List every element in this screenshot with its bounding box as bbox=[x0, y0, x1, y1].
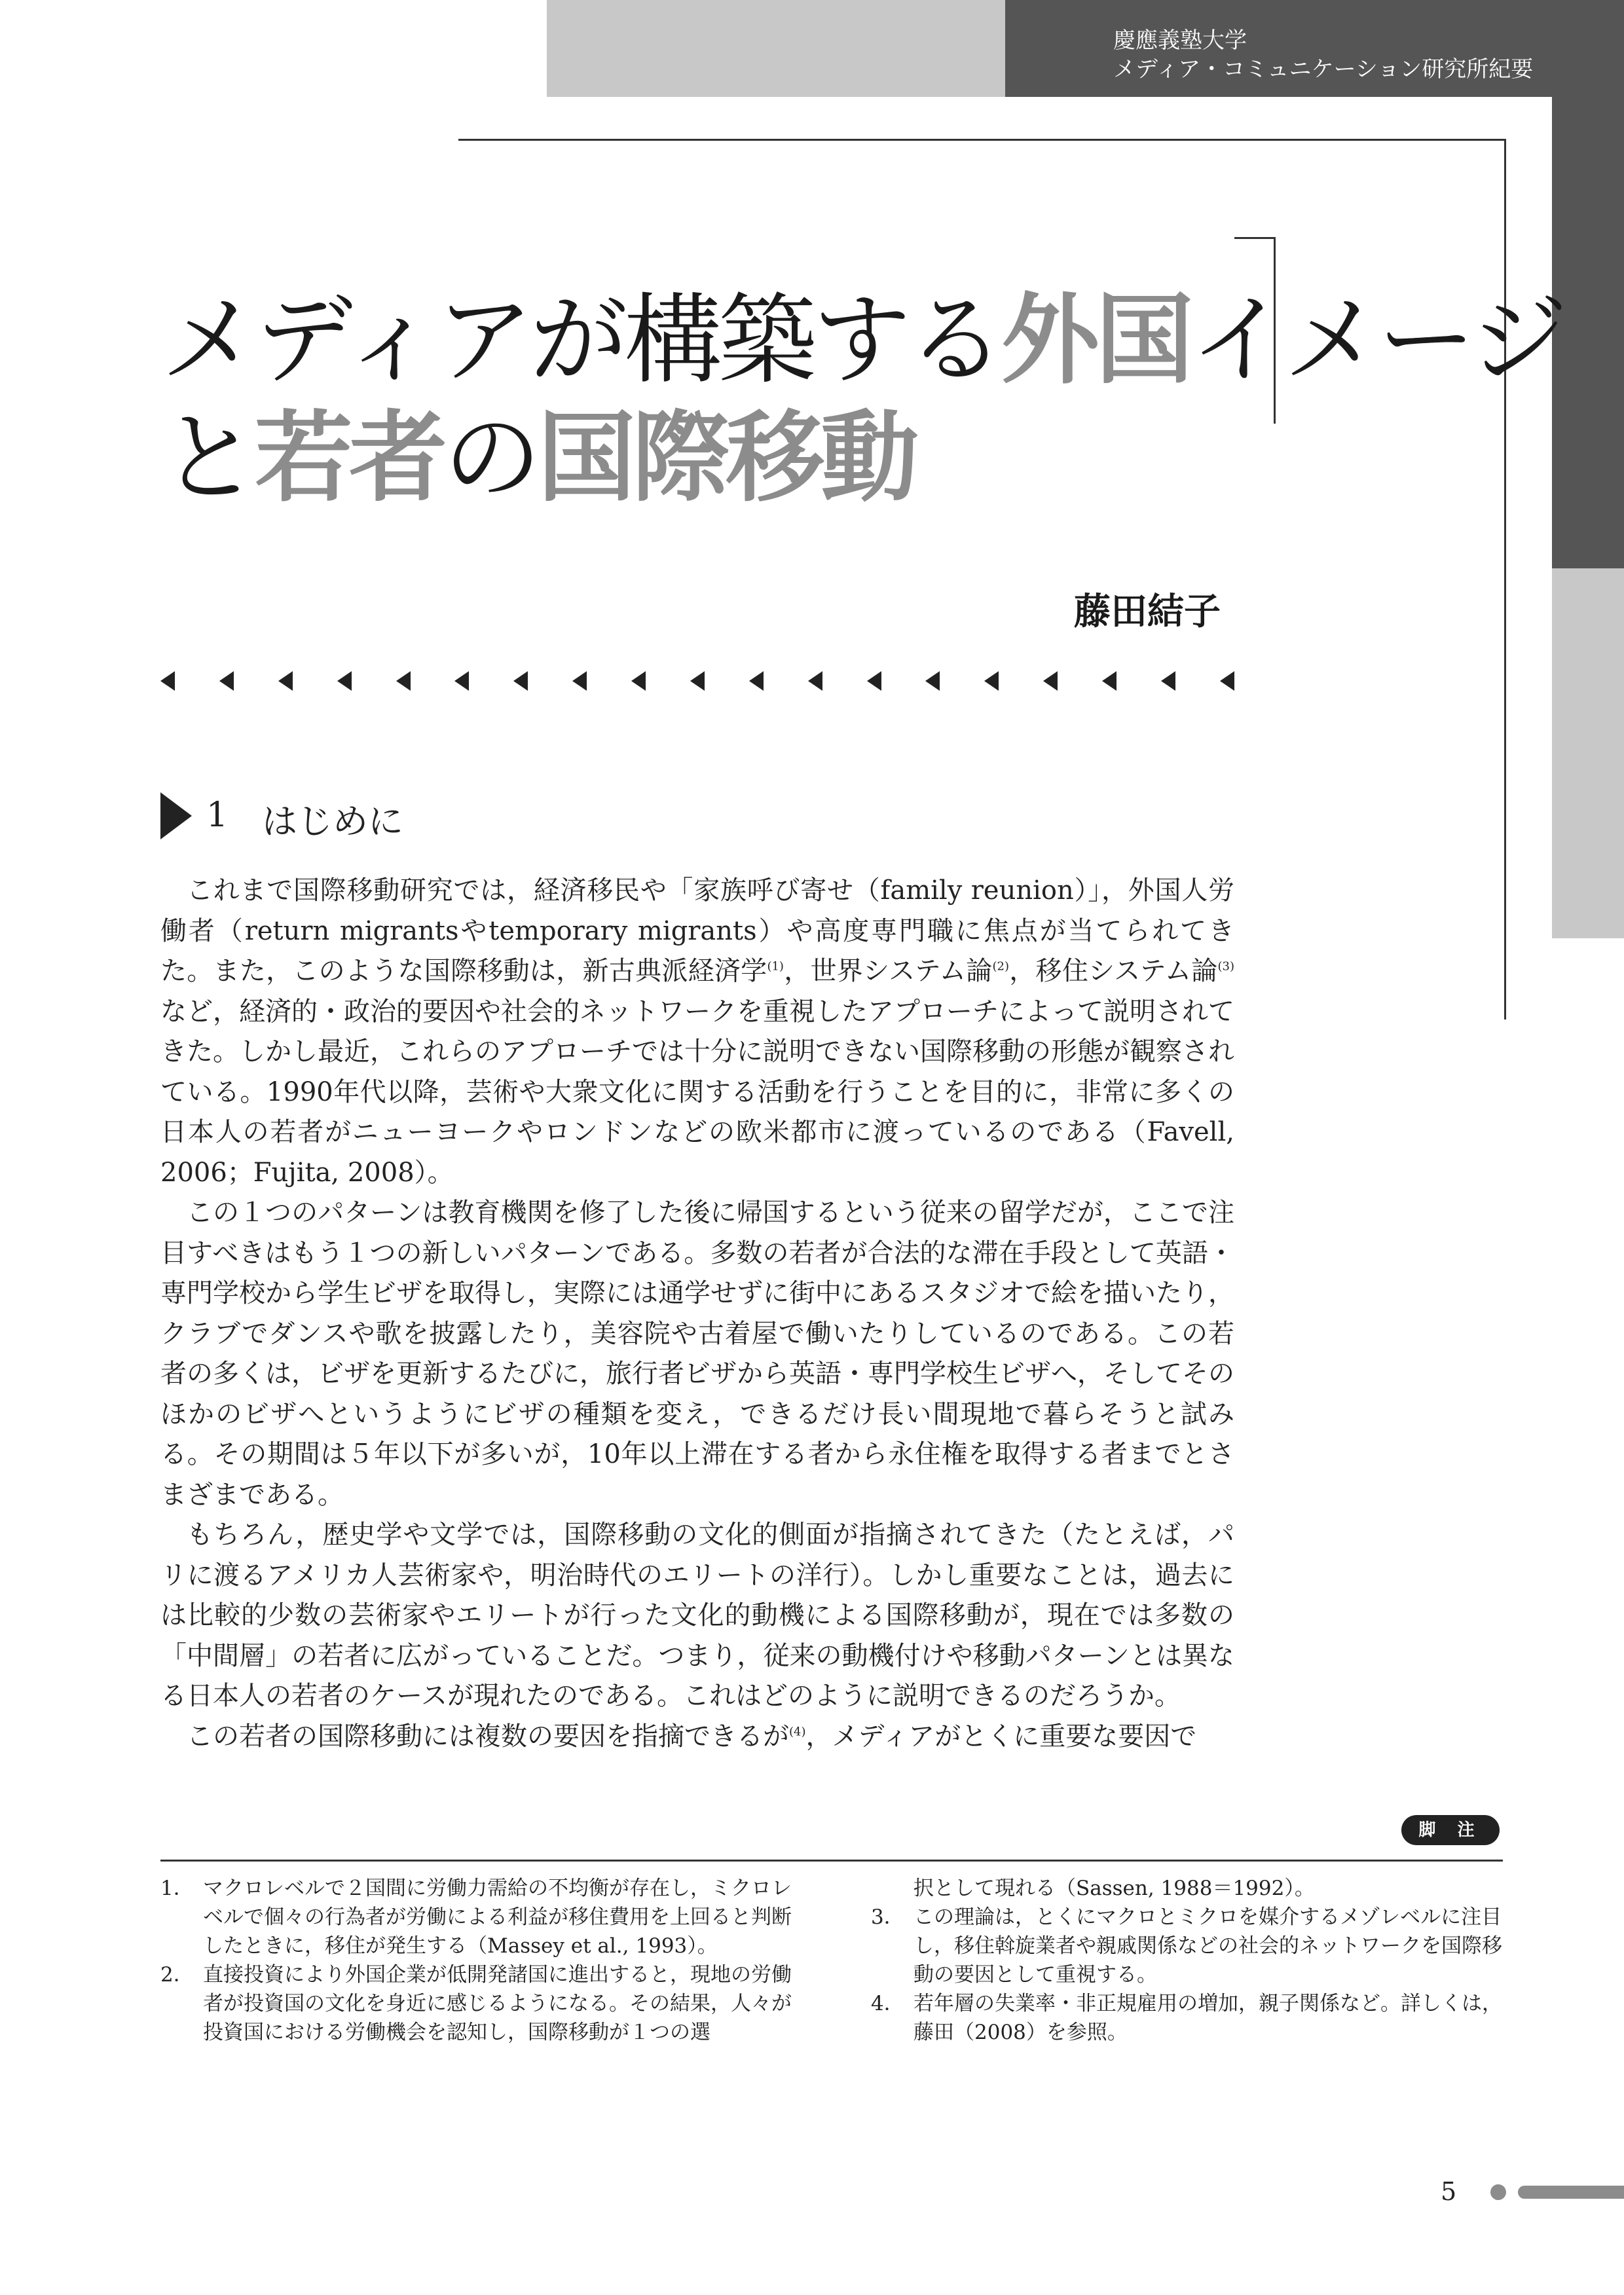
triangle-icon bbox=[1220, 671, 1234, 691]
title-segment-highlight: 国際移動 bbox=[538, 401, 915, 515]
text-run: ，移住システム論 bbox=[1008, 956, 1218, 986]
frame-line-right bbox=[1504, 139, 1506, 1019]
title-segment: メディアが構築する bbox=[160, 284, 1002, 397]
triangle-icon bbox=[631, 671, 646, 691]
text-run: ，世界システム論 bbox=[783, 956, 993, 986]
body-text bbox=[160, 871, 1234, 1757]
footnote-text: 直接投資により外国企業が低開発諸国に進出すると，現地の労働者が投資国の文化を身近に感じるようになる。その結果，人々が投資国における労働機会を認知し，国際移動が１つの選 bbox=[203, 1963, 792, 2044]
footnote-ref[interactable]: (1) bbox=[767, 959, 784, 974]
triangle-icon bbox=[925, 671, 940, 691]
footnote-text: この理論は，とくにマクロとミクロを媒介するメゾレベルに注目し，移住斡旋業者や親戚関係などの社会的ネットワークを国際移動の要因として重視する。 bbox=[913, 1905, 1502, 1987]
frame-line-top bbox=[458, 139, 1506, 141]
footnotes-column-right bbox=[871, 1874, 1503, 2047]
footnote-number: 1． bbox=[160, 1877, 194, 1900]
triangle-icon bbox=[867, 671, 881, 691]
paragraph: この１つのパターンは教育機関を修了した後に帰国するという従来の留学だが，ここで注目すべきはもう１つの新しいパターンである。多数の若者が合法的な滞在手段として英語・専門学校から学生ビザを取得し，実際には通学せずに街中にあるスタジオで絵を描いたり，クラブでダンスや歌を披露したり，美容院や古着屋で働いたりしているのである。この若者の多くは，ビザを更新するたびに，旅行者ビザから英語・専門学校生ビザへ，そしてそのほかのビザへというようにビザの種類を変え，できるだけ長い間現地で暮らそうと試みる。その期間は５年以下が多いが，10年以上滞在する者から永住権を取得する者までとさまざまである。 bbox=[160, 1198, 1234, 1510]
text-run: これまで国際移動研究では，経済移民や「家族呼び寄せ（family reunion）」，外国人労働者（return migrantsやtemporary migrants）や高度専門職に焦点が当てられてきた。また，このような国際移動は，新古典派経済学 bbox=[160, 875, 1234, 986]
triangle-divider bbox=[160, 671, 1234, 691]
paragraph: もちろん，歴史学や文学では，国際移動の文化的側面が指摘されてきた（たとえば，パリに渡るアメリカ人芸術家や，明治時代のエリートの洋行）。しかし重要なことは，過去には比較的少数の芸術家やエリートが行った文化的動機による国際移動が，現在では多数の「中間層」の若者に広がっていることだ。つまり，従来の動機付けや移動パターンとは異なる日本人の若者のケースが現れたのである。これはどのように説明できるのだろうか。 bbox=[160, 1520, 1234, 1711]
triangle-icon bbox=[984, 671, 999, 691]
section-arrow-icon bbox=[160, 792, 192, 839]
triangle-icon bbox=[749, 671, 764, 691]
title-segment: イメージ bbox=[1190, 284, 1564, 397]
footnotes-column-left bbox=[160, 1874, 792, 2047]
page-bar-decoration bbox=[1518, 2186, 1624, 2199]
footnote-ref[interactable]: (4) bbox=[789, 1725, 806, 1739]
footnote-item bbox=[160, 1960, 792, 2047]
footnote-text: 若年層の失業率・非正規雇用の増加，親子関係など。詳しくは，藤田（2008）を参照。 bbox=[913, 1992, 1502, 2044]
text-run: この若者の国際移動には複数の要因を指摘できるが bbox=[187, 1721, 789, 1752]
triangle-icon bbox=[396, 671, 411, 691]
footnote-number: 2． bbox=[160, 1963, 194, 1987]
section-number: 1 bbox=[206, 796, 229, 835]
header-bar-light bbox=[547, 0, 1005, 97]
triangle-icon bbox=[1043, 671, 1058, 691]
side-tab-light bbox=[1552, 568, 1624, 938]
author-name: 藤田結子 bbox=[1074, 591, 1221, 633]
triangle-icon bbox=[454, 671, 469, 691]
journal-name bbox=[1113, 26, 1533, 84]
footnote-label-badge: 脚 注 bbox=[1401, 1815, 1500, 1845]
title-segment-highlight: 外国 bbox=[1001, 284, 1190, 397]
footnote-item bbox=[871, 1903, 1503, 1989]
triangle-icon bbox=[572, 671, 587, 691]
paragraph bbox=[160, 871, 1234, 1193]
footnote-rule bbox=[160, 1860, 1503, 1862]
page-dot-icon bbox=[1490, 2184, 1506, 2200]
footnote-text: マクロレベルで２国間に労働力需給の不均衡が存在し，ミクロレベルで個々の行為者が労働による利益が移住費用を上回ると判断したときに，移住が発生する（Massey et al., 1993）。 bbox=[203, 1877, 792, 1958]
text-run: ，メディアがとくに重要な要因で bbox=[805, 1721, 1197, 1752]
article-title-line1 bbox=[160, 285, 1564, 396]
text-run: など，経済的・政治的要因や社会的ネットワークを重視したアプローチによって説明されてきた。しかし最近，これらのアプローチでは十分に説明できない国際移動の形態が観察されている。1990年代以降，芸術や大衆文化に関する活動を行うことを目的に，非常に多くの日本人の若者がニューヨークやロンドンなどの欧米都市に渡っているのである（Favell, 2006；Fujita, 2008）。 bbox=[160, 996, 1234, 1188]
footnote-item bbox=[160, 1874, 792, 1960]
triangle-icon bbox=[690, 671, 705, 691]
title-segment: と bbox=[160, 401, 255, 515]
title-corner-mark-h bbox=[1234, 237, 1275, 239]
article-title-line2 bbox=[160, 403, 915, 514]
triangle-icon bbox=[1161, 671, 1175, 691]
triangle-icon bbox=[337, 671, 352, 691]
paragraph bbox=[160, 1717, 1234, 1757]
journal-name-line1: 慶應義塾大学 bbox=[1113, 28, 1247, 54]
footnote-item bbox=[871, 1989, 1503, 2047]
footnote-number: 3． bbox=[871, 1905, 904, 1929]
triangle-icon bbox=[808, 671, 822, 691]
title-segment: の bbox=[443, 401, 538, 515]
triangle-icon bbox=[219, 671, 234, 691]
page-number: 5 bbox=[1441, 2177, 1457, 2206]
triangle-icon bbox=[1102, 671, 1116, 691]
title-segment-highlight: 若者 bbox=[255, 401, 444, 515]
triangle-icon bbox=[513, 671, 528, 691]
footnote-number: 4． bbox=[871, 1992, 904, 2015]
section-title: はじめに bbox=[262, 801, 403, 842]
journal-name-line2: メディア・コミュニケーション研究所紀要 bbox=[1113, 56, 1534, 83]
footnote-ref[interactable]: (2) bbox=[992, 959, 1009, 974]
footnote-text: 択として現れる（Sassen, 1988＝1992）。 bbox=[913, 1877, 1315, 1900]
footnote-item-continued bbox=[871, 1874, 1503, 1903]
triangle-icon bbox=[160, 671, 175, 691]
footnote-ref[interactable]: (3) bbox=[1217, 959, 1235, 974]
triangle-icon bbox=[278, 671, 293, 691]
